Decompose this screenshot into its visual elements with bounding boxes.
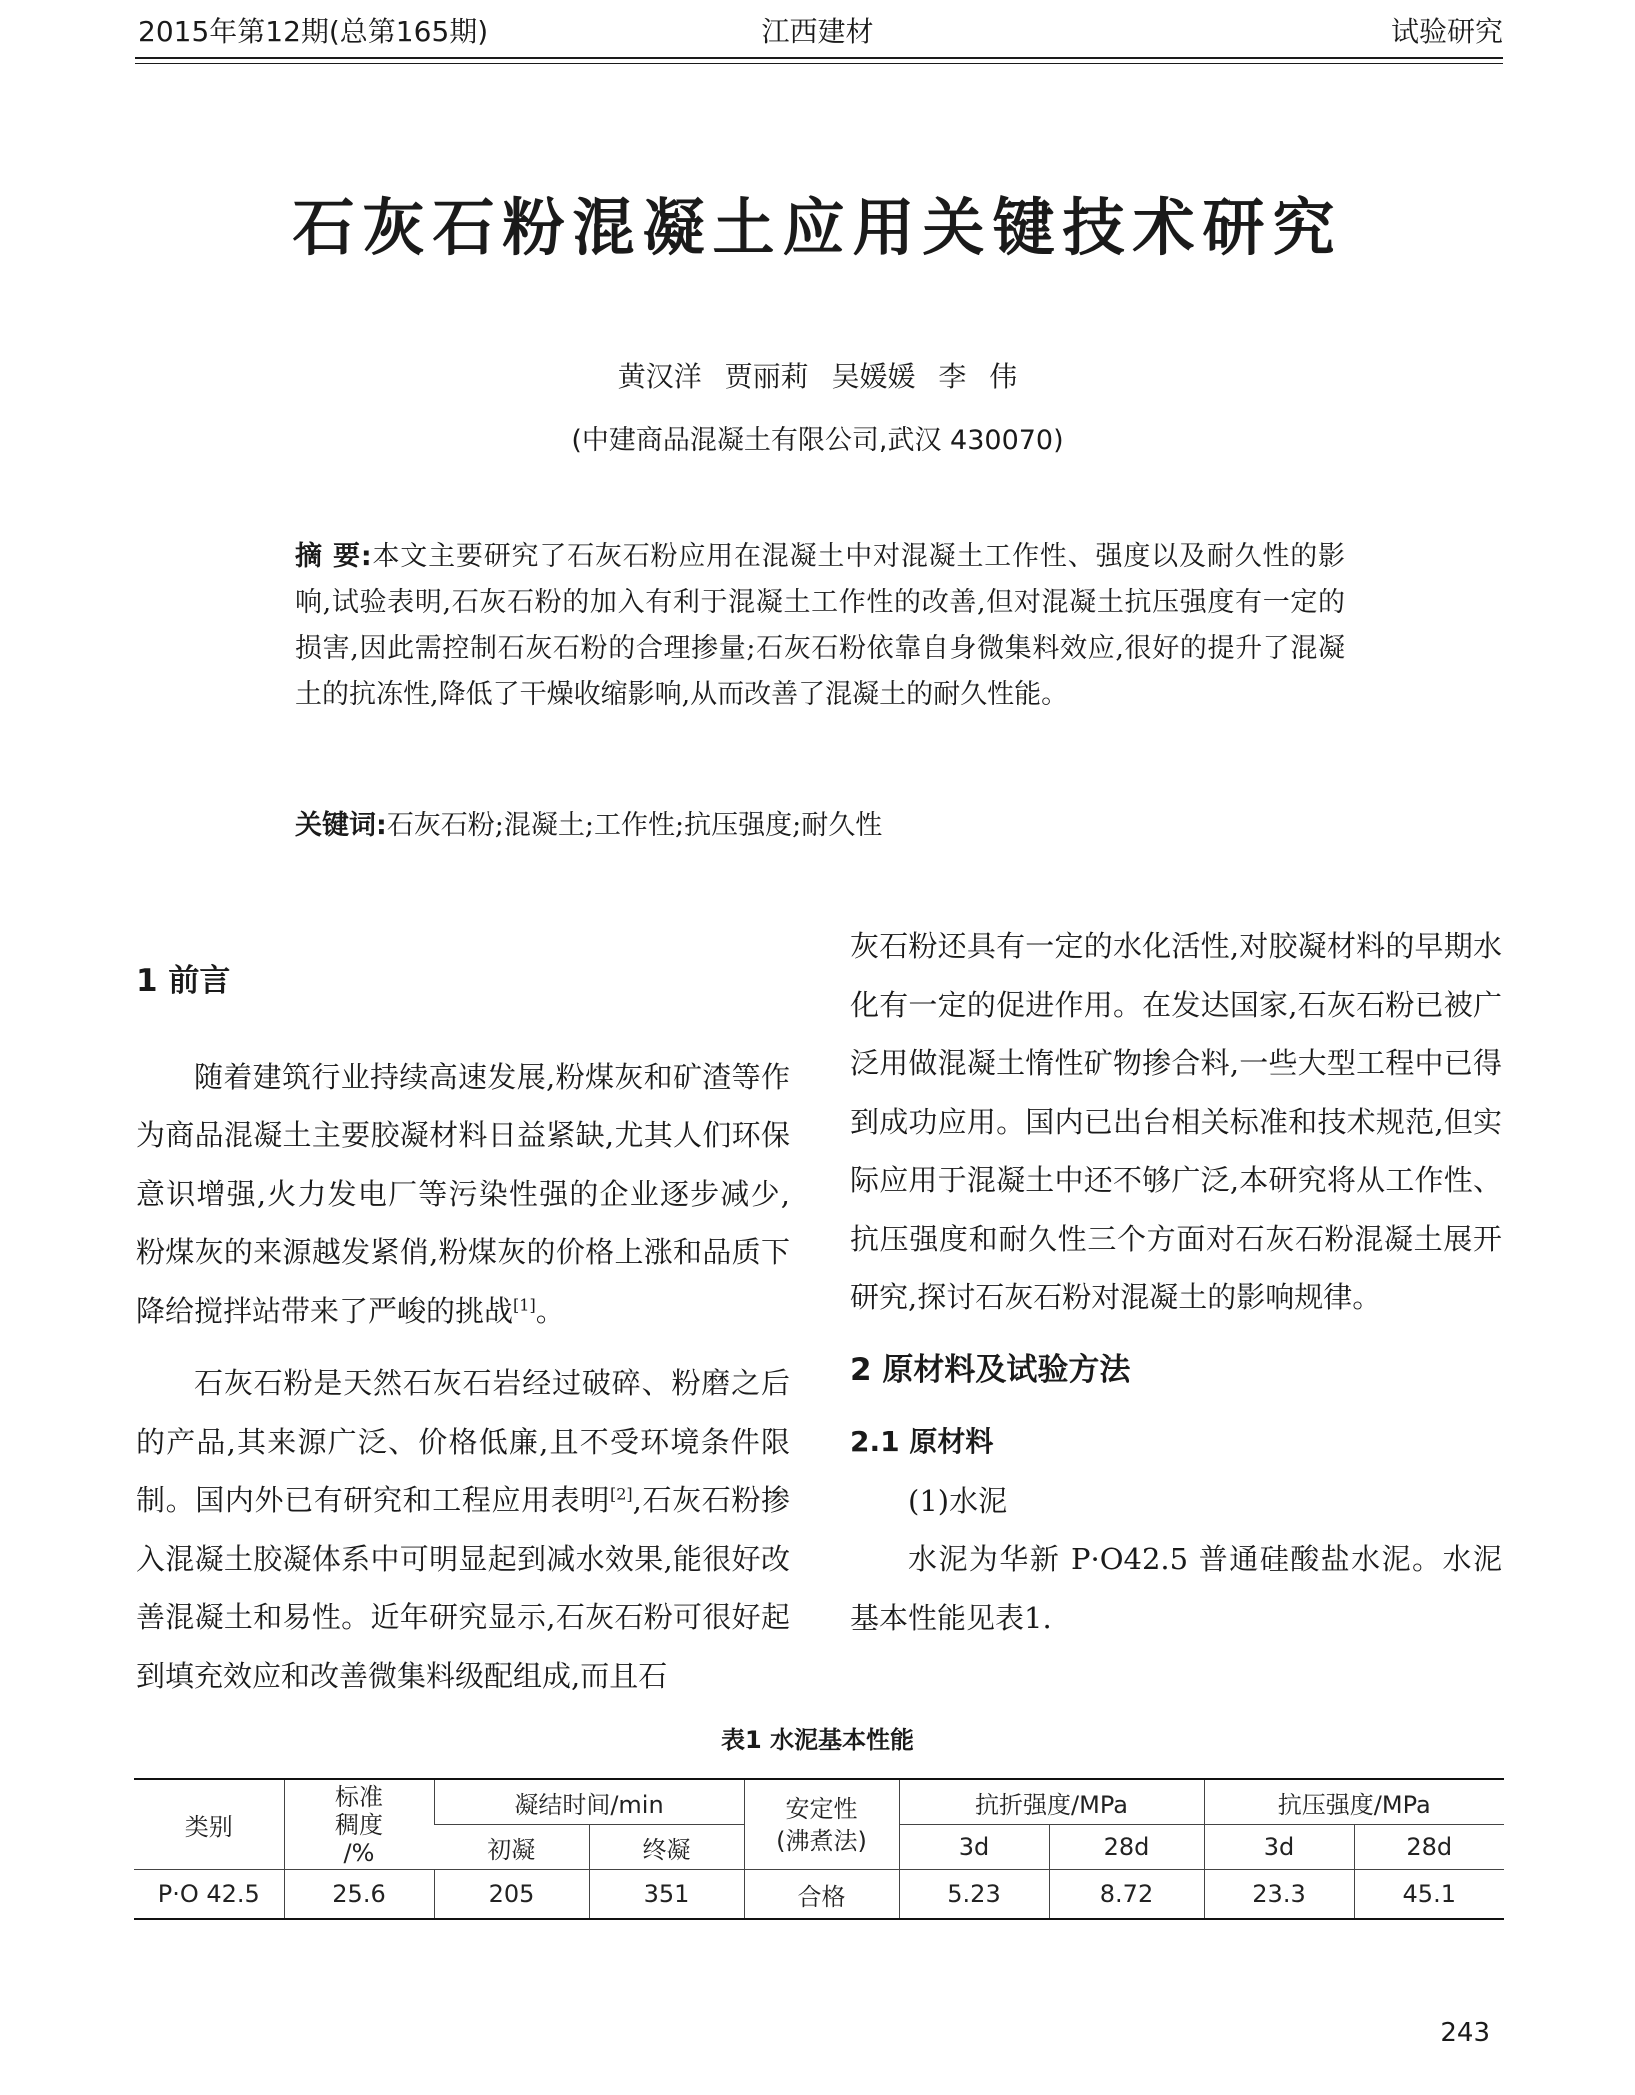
paragraph-text: 石灰石粉是天然石灰石岩经过破碎、粉磨之后的产品,其来源广泛、价格低廉,且不受环境条件限制。国内外已有研究和工程应用表明 — [136, 1366, 790, 1517]
page-number: 243 — [1440, 2018, 1490, 2048]
table-1-caption: 表1 水泥基本性能 — [720, 1726, 915, 1754]
table-header-compressive-3d: 3d — [1204, 1825, 1354, 1870]
cell-final-set: 351 — [589, 1870, 744, 1920]
paper-title: 石灰石粉混凝土应用关键技术研究 — [292, 191, 1343, 264]
header-line: 标准 — [335, 1782, 383, 1811]
section-1-paragraph-2 — [136, 1354, 790, 1705]
section-1-heading: 1 前言 — [136, 963, 231, 999]
cell-type: P·O 42.5 — [134, 1870, 284, 1920]
header-line: 安定性 — [785, 1794, 858, 1823]
table-header-flexural-28d: 28d — [1049, 1825, 1204, 1870]
left-column — [136, 952, 790, 1705]
paragraph-text: 随着建筑行业持续高速发展,粉煤灰和矿渣等作为商品混凝土主要胶凝材料日益紧缺,尤其人们环保意识增强,火力发电厂等污染性强的企业逐步减少,粉煤灰的来源越发紧俏,粉煤灰的价格上涨和品质下降给搅拌站带来了严峻的挑战 — [136, 1059, 790, 1328]
abstract-label: 摘 要: — [295, 541, 372, 572]
table-header-flexural-3d: 3d — [899, 1825, 1049, 1870]
table-header-compressive: 抗压强度/MPa — [1204, 1779, 1504, 1825]
section-2-heading: 2 原材料及试验方法 — [850, 1351, 1131, 1388]
cell-soundness: 合格 — [744, 1870, 899, 1920]
section-1-paragraph-1 — [136, 1048, 790, 1341]
table-header-consistency — [284, 1779, 434, 1870]
cell-initial-set: 205 — [434, 1870, 589, 1920]
section-2-1-heading: 2.1 原材料 — [850, 1425, 994, 1458]
citation-ref-1[interactable]: [1] — [513, 1294, 536, 1314]
header-rule — [135, 57, 1503, 59]
header-rule-thin — [135, 63, 1503, 64]
cell-flexural-3d: 5.23 — [899, 1870, 1049, 1920]
table-header-soundness — [744, 1779, 899, 1870]
table-header-compressive-28d: 28d — [1354, 1825, 1504, 1870]
section-1-paragraph-2-continued: 灰石粉还具有一定的水化活性,对胶凝材料的早期水化有一定的促进作用。在发达国家,石灰石粉已被广泛用做混凝土惰性矿物掺合料,一些大型工程中已得到成功应用。国内已出台相关标准和技术规范,但实际应用于混凝土中还不够广泛,本研究将从工作性、抗压强度和耐久性三个方面对石灰石粉混凝土展开研究,探讨石灰石粉对混凝土的影响规律。 — [850, 929, 1502, 1314]
table-header-setting-time: 凝结时间/min — [434, 1779, 744, 1825]
paragraph-end: 。 — [535, 1293, 565, 1328]
cell-consistency: 25.6 — [284, 1870, 434, 1920]
material-item-cement: (1)水泥 — [908, 1483, 1008, 1518]
table-header-initial: 初凝 — [434, 1825, 589, 1870]
header-section: 试验研究 — [1390, 15, 1503, 48]
table-header-final: 终凝 — [589, 1825, 744, 1870]
abstract — [295, 534, 1345, 718]
header-line: /% — [343, 1838, 375, 1867]
table-1 — [134, 1778, 1504, 1920]
keywords-label: 关键词: — [295, 810, 387, 841]
author-list: 黄汉洋 贾丽莉 吴媛媛 李 伟 — [617, 360, 1018, 393]
cell-compressive-28d: 45.1 — [1354, 1870, 1504, 1920]
header-journal: 江西建材 — [761, 15, 874, 48]
keywords — [295, 803, 1345, 842]
header-line: 稠度 — [335, 1810, 383, 1839]
section-2-1-paragraph: 水泥为华新 P·O42.5 普通硅酸盐水泥。水泥基本性能见表1. — [850, 1542, 1502, 1635]
cell-compressive-3d: 23.3 — [1204, 1870, 1354, 1920]
keywords-text: 石灰石粉;混凝土;工作性;抗压强度;耐久性 — [386, 810, 883, 841]
paragraph-rest: ,石灰石粉掺入混凝土胶凝体系中可明显起到减水效果,能很好改善混凝土和易性。近年研究显示,石灰石粉可很好起到填充效应和改善微集料级配组成,而且石 — [136, 1483, 790, 1693]
header-line: (沸煮法) — [776, 1826, 867, 1855]
table-header-flexural: 抗折强度/MPa — [899, 1779, 1204, 1825]
table-row — [134, 1870, 1504, 1920]
abstract-text: 本文主要研究了石灰石粉应用在混凝土中对混凝土工作性、强度以及耐久性的影响,试验表明,石灰石粉的加入有利于混凝土工作性的改善,但对混凝土抗压强度有一定的损害,因此需控制石灰石粉的合理掺量;石灰石粉依靠自身微集料效应,很好的提升了混凝土的抗冻性,降低了干燥收缩影响,从而改善了混凝土的耐久性能。 — [295, 541, 1346, 710]
right-column — [850, 917, 1502, 1647]
table-header-type: 类别 — [134, 1779, 284, 1870]
affiliation: (中建商品混凝土有限公司,武汉 430070) — [571, 425, 1064, 456]
cell-flexural-28d: 8.72 — [1049, 1870, 1204, 1920]
header-issue: 2015年第12期(总第165期) — [138, 15, 489, 48]
citation-ref-2[interactable]: [2] — [609, 1484, 633, 1504]
